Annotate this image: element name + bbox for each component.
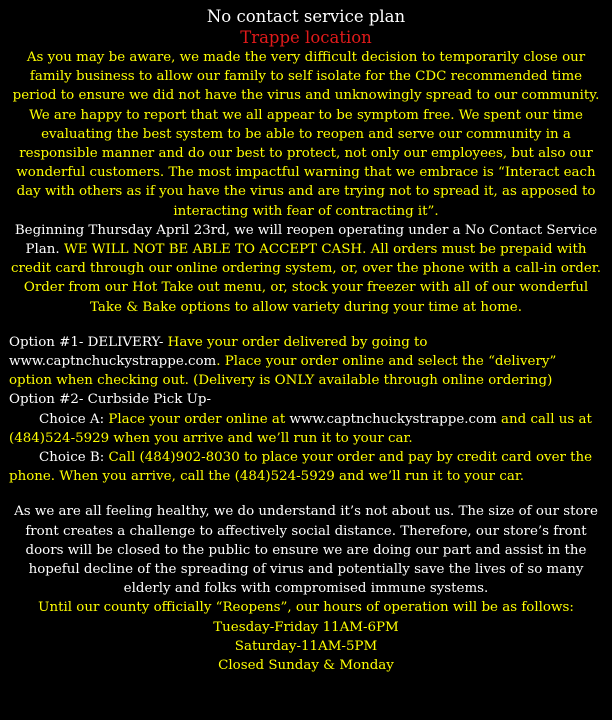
intro-paragraph: As you may be aware, we made the very difficult decision to temporarily close our family business to allow our family to self isolate for the CDC recommended time period to ensure we did not have the virus and unknowingly spread to our community. We are happy to report that we all appear to be symptom free. We spent our time evaluating the best system to be able to reopen and serve our community in a responsible manner and do our best to protect, not only our employees, but also our wonderful customers. The most impactful warning that we embrace is “Interact each day with others as if you have the virus and are trying not to spread it, as apposed to interacting with fear of contracting it”. [12, 50, 600, 219]
choice-a-text-after: and call us at (484)524-5929 when you arrive and we’ll run it to your car. [9, 411, 592, 446]
reopen-paragraph [9, 221, 603, 317]
hours-closed: Closed Sunday & Monday [218, 658, 394, 674]
spacer [9, 486, 603, 502]
reopen-announcement: Beginning Thursday April 23rd, we will reopen operating under a No Contact Service Plan. [14, 222, 598, 258]
curbside-label: Option #2- Curbside Pick Up- [9, 392, 211, 408]
curbside-choice-b [9, 448, 603, 486]
reopen-details: WE WILL NOT BE ABLE TO ACCEPT CASH. All orders must be prepaid with credit card through our online ordering system, or, over the phone with a call-in order. Order from our Hot Take out menu, or, stock your freezer with all of our wonderful Take & Bake options to allow variety during your time at home. [11, 242, 601, 315]
choice-b-label: Choice B: [39, 450, 105, 466]
hours-intro: Until our county officially “Reopens”, our hours of operation will be as follows: [38, 600, 574, 616]
page-title: No contact service plan [206, 7, 406, 26]
choice-a-label: Choice A: [39, 411, 105, 427]
hours-saturday: Saturday-11AM-5PM [234, 638, 378, 654]
location-subtitle: Trappe location [240, 28, 372, 47]
hours-weekday: Tuesday-Friday 11AM-6PM [213, 619, 399, 635]
delivery-label: Option #1- DELIVERY- [9, 334, 164, 350]
option-delivery [9, 333, 603, 391]
choice-b-text: Call (484)902-8030 to place your order and pay by credit card over the phone. When you arrive, call the (484)524-5929 and we’ll run it to your car. [9, 450, 593, 485]
choice-a-text-before: Place your order online at [104, 411, 290, 427]
choice-a-website-link[interactable]: www.captnchuckystrappe.com [289, 411, 497, 427]
spacer [9, 317, 603, 333]
delivery-text-before: Have your order delivered by going to [163, 334, 428, 350]
delivery-text-after: . Place your order online and select the “delivery” option when checking out. (Delivery is ONLY available through online ordering) [9, 354, 557, 389]
curbside-choice-a [9, 410, 603, 448]
delivery-website-link[interactable]: www.captnchuckystrappe.com [9, 354, 217, 370]
closing-paragraph: As we are all feeling healthy, we do understand it’s not about us. The size of our store front creates a challenge to affectively social distance. Therefore, our store’s front doors will be closed to the public to ensure we are doing our part and assist in the hopeful decline of the spreading of virus and potentially save the lives of so many elderly and folks with compromised immune systems. [14, 504, 598, 597]
